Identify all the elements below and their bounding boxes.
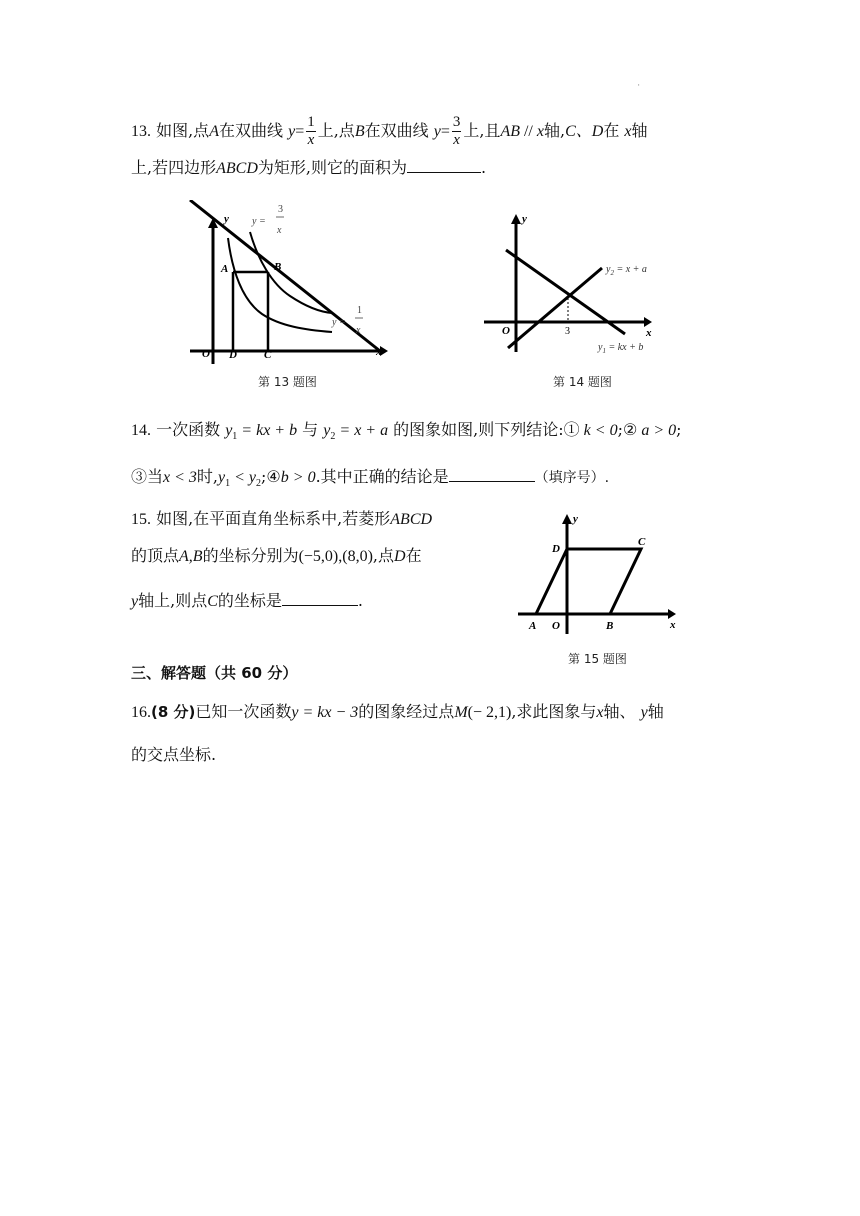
q13-text: 在 xyxy=(603,121,620,140)
q13-text: 上,点 xyxy=(317,121,355,140)
fig14-y-arrow xyxy=(511,214,521,224)
q16-number: 16. xyxy=(131,704,151,721)
q15-number: 15. xyxy=(131,511,151,528)
q15-ab: A,B xyxy=(179,548,203,565)
fig14-origin-label: O xyxy=(502,325,510,337)
fig14-y2-sub: 2 xyxy=(610,269,614,277)
fig15-y-label: y xyxy=(573,513,578,525)
q14-text: （填序号）. xyxy=(534,470,610,486)
q15-text: ,点 xyxy=(372,546,395,565)
q13-ab: AB xyxy=(500,123,520,140)
q14-text: 一次函数 xyxy=(151,420,226,439)
frac-den: x xyxy=(307,132,315,148)
q15-answer-blank[interactable] xyxy=(282,589,358,606)
q14-cond-3b: y xyxy=(218,469,226,486)
q15-text: 如图,在平面直角坐标系中,若菱形 xyxy=(151,509,391,528)
fig13-x-axis xyxy=(190,200,380,351)
q13-answer-blank[interactable] xyxy=(407,156,481,173)
q13-point-a: A xyxy=(209,123,219,140)
fig15-point-c-label: C xyxy=(638,536,646,548)
q16-points: (8 分) xyxy=(151,703,196,721)
section-heading: 三、解答题（共 60 分） xyxy=(131,664,298,682)
q14-f1: y xyxy=(225,422,233,439)
fig13-curve-1-over-x xyxy=(228,238,332,332)
q14-f1-sub: 1 xyxy=(232,431,238,443)
q14-cond-3c-sub: 2 xyxy=(256,478,262,490)
q13-text: 轴 xyxy=(631,121,648,140)
fig14-y2-label xyxy=(605,264,647,277)
q14-text: ;② xyxy=(617,420,638,439)
q13-abcd: ABCD xyxy=(216,160,258,177)
q14-f2-rest: = x + a xyxy=(335,422,389,439)
q15-coords: (−5,0),(8,0) xyxy=(298,548,373,565)
corner-mark: ' xyxy=(638,84,640,91)
q16-text: ,求此图象与 xyxy=(511,702,597,721)
q13-eq: = xyxy=(440,123,450,140)
fig15-x-arrow xyxy=(668,609,676,619)
q13-fraction-1 xyxy=(306,114,316,149)
fig15-point-d-label: D xyxy=(552,543,560,555)
q13-fraction-2 xyxy=(452,114,462,149)
q16-text: 轴 xyxy=(647,702,664,721)
fig14-x-arrow xyxy=(644,317,652,327)
q14-cond-3c: < y xyxy=(230,469,257,486)
fig14-tick-3: 3 xyxy=(565,326,570,337)
fig13-curve3-num: 3 xyxy=(278,204,283,215)
q14-text: 的图象如图,则下列结论:① xyxy=(388,420,580,439)
q13-y: y xyxy=(433,123,441,140)
q15-text: 轴上,则点 xyxy=(138,591,208,610)
fig15-point-a-label: A xyxy=(529,620,537,632)
fig15-rhombus xyxy=(536,549,641,614)
q13-y: y xyxy=(288,123,296,140)
fig15-origin-label: O xyxy=(552,620,560,632)
q13-line-1 xyxy=(131,111,648,151)
fig13-origin-label: O xyxy=(202,348,210,360)
q14-text: 时, xyxy=(196,467,219,486)
q13-text: 如图,点 xyxy=(151,121,210,140)
q16-text: 的图象经过点 xyxy=(358,702,455,721)
q14-cond-2: a > 0 xyxy=(637,422,677,439)
q14-text: ③当 xyxy=(131,467,164,486)
q16-text: 轴、 xyxy=(603,702,636,721)
q16-x: x xyxy=(596,704,604,721)
fig13-y-label: y xyxy=(224,213,229,225)
q15-text: . xyxy=(357,591,363,610)
q14-number: 14. xyxy=(131,422,151,439)
q14-text: ;④ xyxy=(261,467,281,486)
frac-den: x xyxy=(453,132,460,148)
q13-text: 上,且 xyxy=(463,121,501,140)
q16-text: 已知一次函数 xyxy=(195,702,292,721)
fig14-y-label: y xyxy=(522,213,527,225)
q13-line-2 xyxy=(131,156,486,180)
q14-f1-rest: = kx + b xyxy=(237,422,298,439)
q15-line-1 xyxy=(131,508,432,531)
fig13-point-d-label: D xyxy=(229,349,237,361)
q16-text: 的交点坐标. xyxy=(131,745,217,764)
figure-13 xyxy=(180,200,400,370)
q15-text: 的坐标分别为 xyxy=(202,546,299,565)
figure-15 xyxy=(514,508,684,638)
q14-text: .其中正确的结论是 xyxy=(315,467,449,486)
fig13-point-a-label: A xyxy=(221,263,229,275)
q13-number: 13. xyxy=(131,123,151,140)
q13-eq: = xyxy=(295,123,305,140)
fig13-curve3-den: x xyxy=(277,225,282,236)
q14-cond-4: b > 0 xyxy=(280,469,316,486)
q15-d: D xyxy=(394,548,406,565)
q13-parallel: // xyxy=(519,123,537,140)
fig13-x-label: x xyxy=(376,346,382,358)
fig14-y1-sub: 1 xyxy=(602,347,606,355)
fig15-x-label: x xyxy=(670,619,676,631)
q13-text: 为矩形,则它的面积为 xyxy=(257,158,407,177)
q14-cond-3b-sub: 1 xyxy=(225,478,231,490)
fig13-curve1-num: 1 xyxy=(357,305,362,316)
q13-text: 在双曲线 xyxy=(364,121,429,140)
q15-line-3 xyxy=(131,589,363,613)
q16-function: y = kx − 3 xyxy=(291,704,359,721)
q14-text: 与 xyxy=(297,420,324,439)
fig14-x-label: x xyxy=(646,327,652,339)
q13-point-b: B xyxy=(354,123,365,140)
q13-cd: C、D xyxy=(565,123,604,140)
q14-text: ; xyxy=(676,420,682,439)
fig14-y1-label xyxy=(597,342,643,355)
q14-line-1 xyxy=(131,419,682,448)
fig13-caption: 第 13 题图 xyxy=(258,375,317,389)
q14-f2-sub: 2 xyxy=(330,431,336,443)
q15-abcd: ABCD xyxy=(390,511,433,528)
fig14-caption: 第 14 题图 xyxy=(553,375,612,389)
q13-text: . xyxy=(480,158,487,177)
q14-f2: y xyxy=(323,422,331,439)
fig14-y1-rest: = kx + b xyxy=(605,342,644,353)
q15-c: C xyxy=(207,593,218,610)
fig13-point-c-label: C xyxy=(264,349,272,361)
q16-y: y xyxy=(640,704,648,721)
frac-num: 3 xyxy=(452,114,461,130)
q14-cond-1: k < 0 xyxy=(579,422,618,439)
q16-line-1 xyxy=(131,701,664,724)
q15-y: y xyxy=(131,593,139,610)
q15-text: 的顶点 xyxy=(131,546,180,565)
fig13-curve1-den: x xyxy=(356,325,361,336)
fig14-y1-y: y xyxy=(598,342,603,353)
q15-text: 的坐标是 xyxy=(217,591,282,610)
q13-text: 在双曲线 xyxy=(218,121,283,140)
figure-14 xyxy=(480,208,680,358)
q15-line-2 xyxy=(131,545,422,568)
q14-line-2 xyxy=(131,465,609,495)
q16-point-m: M xyxy=(454,704,468,721)
fig15-y-arrow xyxy=(562,514,572,524)
q16-line-2 xyxy=(131,744,216,766)
fig13-point-b-label: B xyxy=(274,261,282,273)
fig14-y2-y: y xyxy=(606,264,611,275)
q13-text: 上,若四边形 xyxy=(131,158,217,177)
q15-text: 在 xyxy=(405,546,422,565)
fig15-point-b-label: B xyxy=(606,620,614,632)
q13-text: 轴, xyxy=(543,121,566,140)
fig13-curve3-y: y = xyxy=(252,216,266,227)
q13-x: x xyxy=(536,123,544,140)
q14-cond-3: x < 3 xyxy=(163,469,197,486)
q16-point-m-coords: (− 2,1) xyxy=(467,704,512,721)
fig15-caption: 第 15 题图 xyxy=(568,652,627,666)
q13-x: x xyxy=(624,123,632,140)
q14-answer-blank[interactable] xyxy=(449,465,535,482)
fig14-y2-rest: = x + a xyxy=(613,264,647,275)
fig13-curve1-y: y = xyxy=(332,317,346,328)
frac-num: 1 xyxy=(307,114,315,130)
